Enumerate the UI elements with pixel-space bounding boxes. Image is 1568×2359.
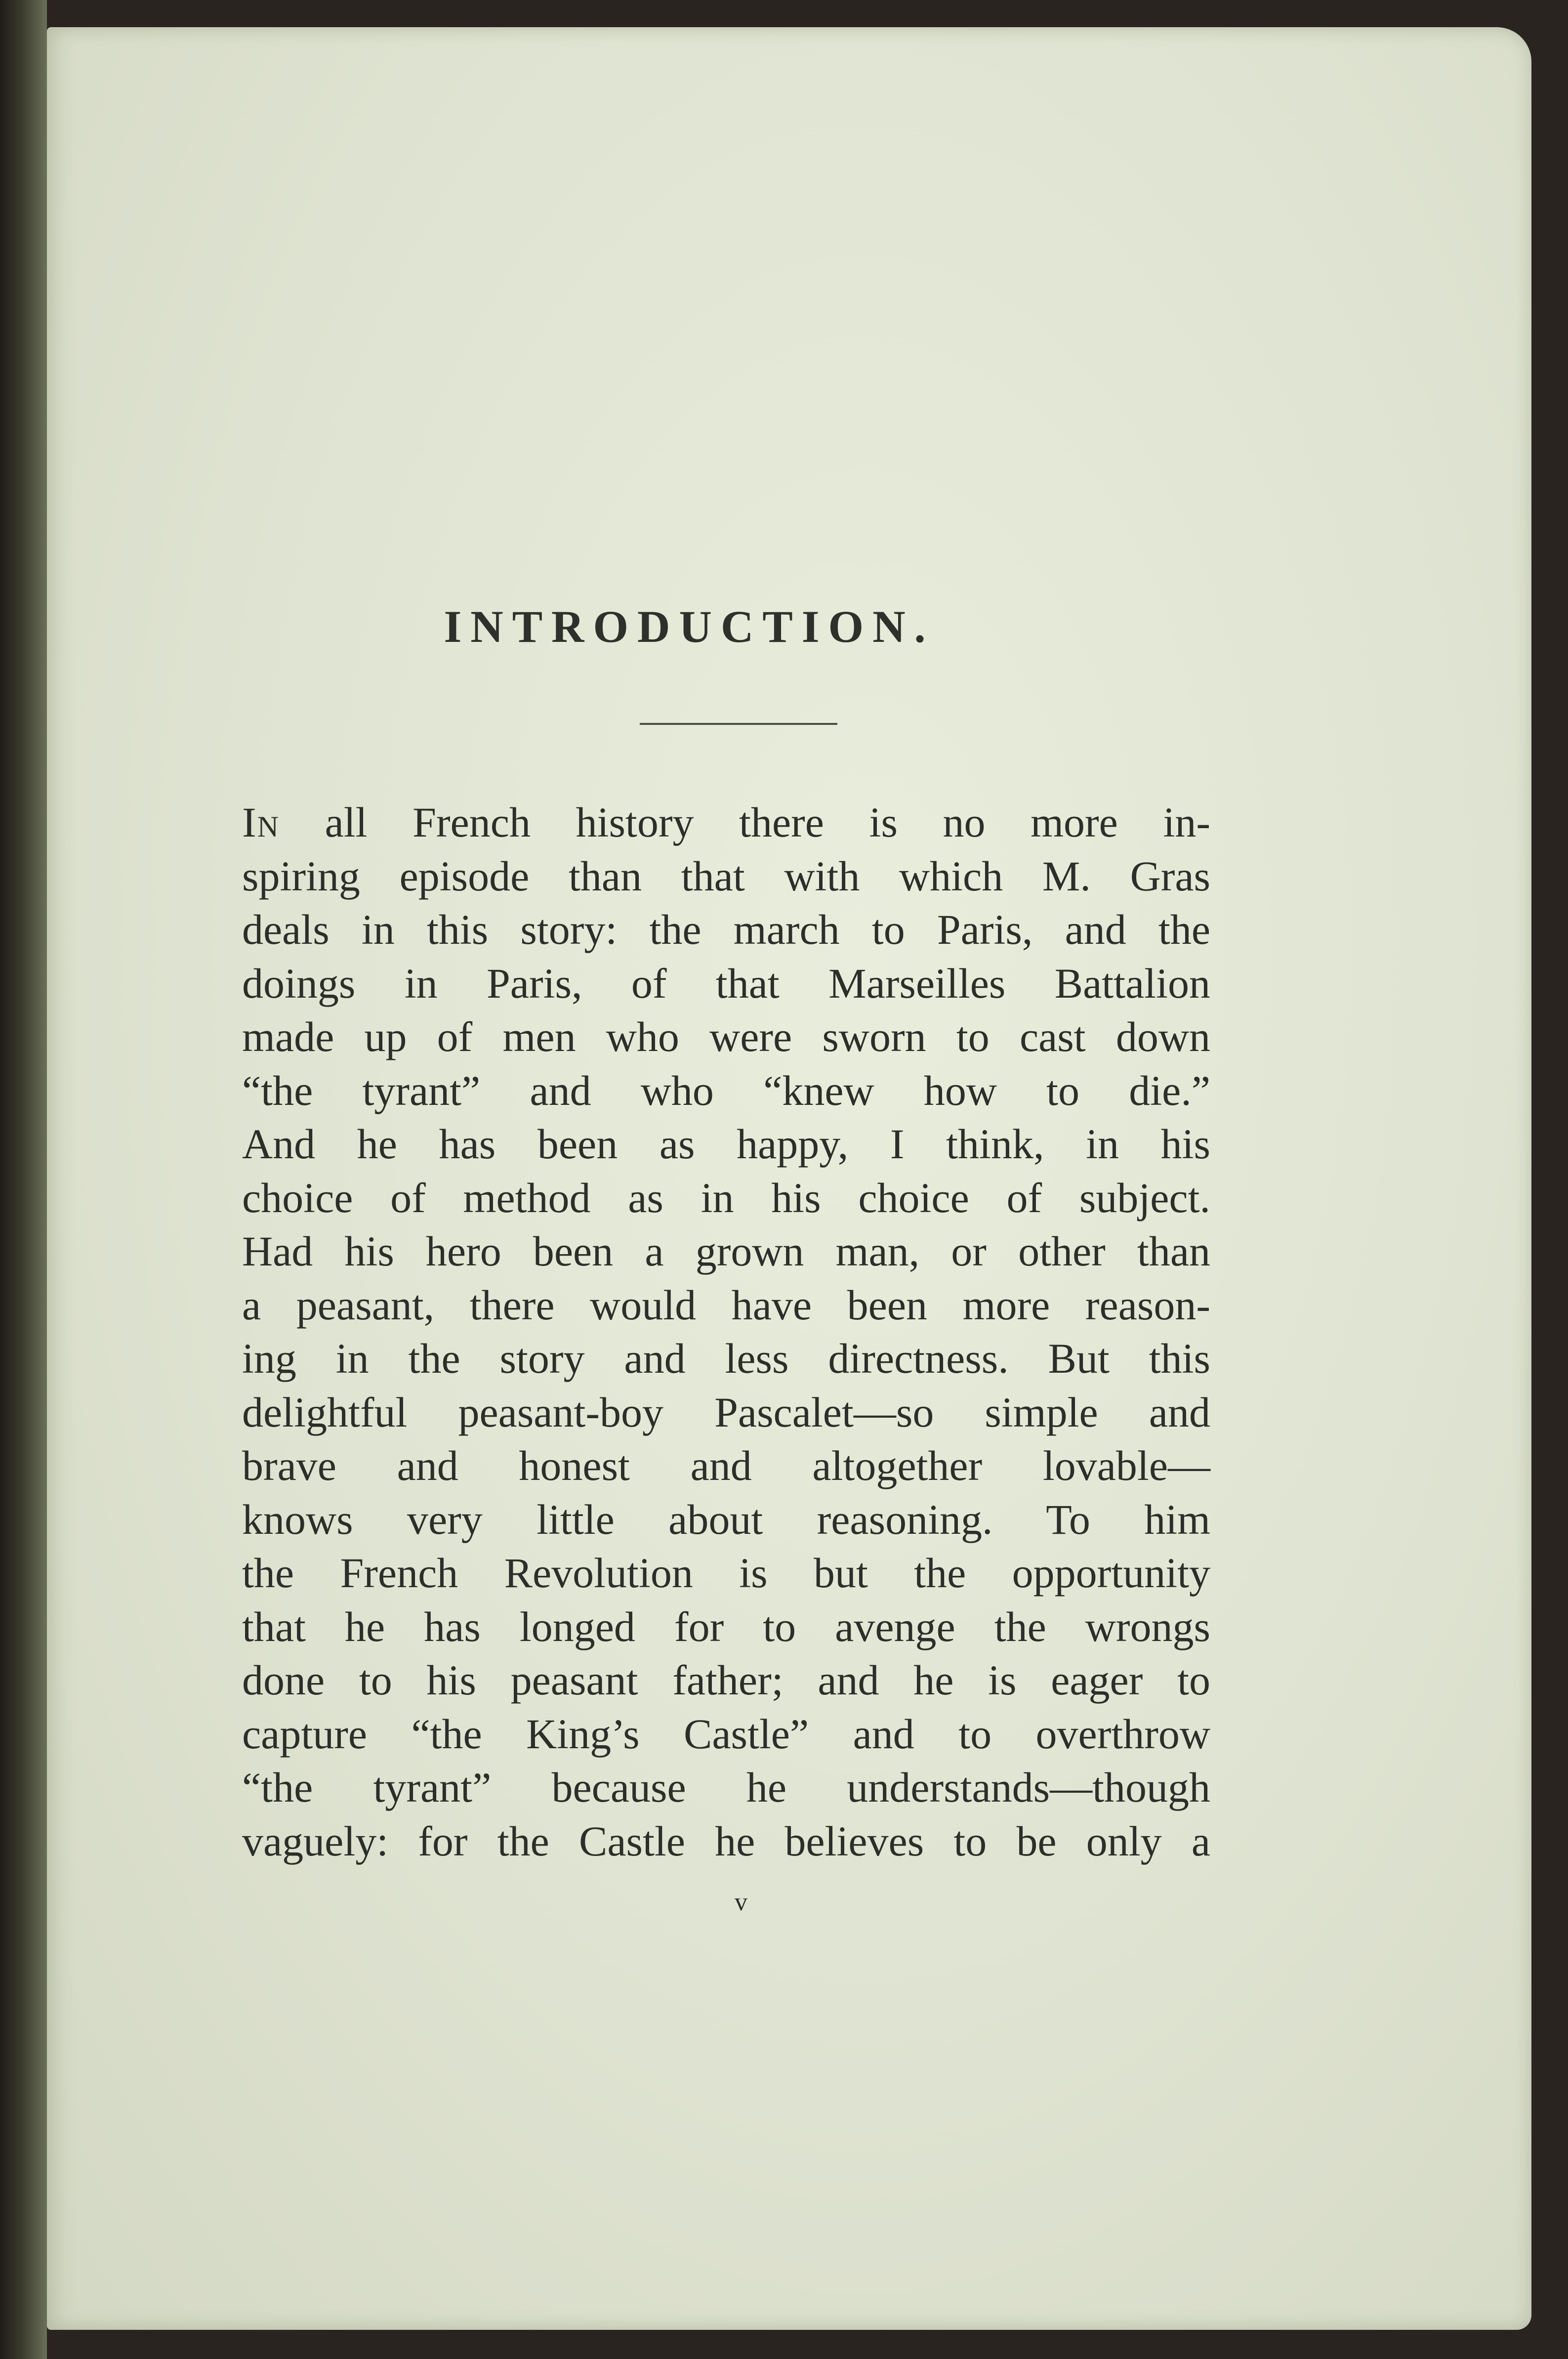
text-line: And he has been as happy, I think, in his xyxy=(242,1120,1210,1168)
opening-word: In xyxy=(242,799,280,846)
text-line: that he has longed for to avenge the wrongs xyxy=(242,1602,1210,1650)
text-line: ing in the story and less directness. But this xyxy=(242,1335,1210,1382)
text-line: Had his hero been a grown man, or other than xyxy=(242,1227,1210,1275)
text-line: vaguely: for the Castle he believes to be only a xyxy=(242,1817,1210,1865)
text-line: a peasant, there would have been more reason- xyxy=(242,1281,1210,1329)
text-line: capture “the King’s Castle” and to overthrow xyxy=(242,1710,1210,1758)
text-line: “the tyrant” and who “knew how to die.” xyxy=(242,1066,1210,1114)
text-line: “the tyrant” because he understands—though xyxy=(242,1764,1210,1811)
text-line: choice of method as in his choice of subject. xyxy=(242,1174,1210,1222)
text-line: spiring episode than that with which M. Gras xyxy=(242,852,1210,900)
body-paragraph xyxy=(242,796,1210,1868)
text-line: brave and honest and altogether lovable— xyxy=(242,1442,1210,1489)
book-binding-edge xyxy=(0,0,47,2359)
text-line: deals in this story: the march to Paris, and the xyxy=(242,906,1210,953)
text-line: In all French history there is no more in- xyxy=(242,799,1210,846)
text-line: delightful peasant-boy Pascalet—so simple and xyxy=(242,1388,1210,1436)
text-line: the French Revolution is but the opportunity xyxy=(242,1549,1210,1597)
heading-rule xyxy=(640,723,837,725)
page-number: v xyxy=(735,1888,747,1916)
text-line: knows very little about reasoning. To him xyxy=(242,1495,1210,1543)
chapter-heading: INTRODUCTION. xyxy=(444,601,935,652)
text-line: made up of men who were sworn to cast down xyxy=(242,1013,1210,1060)
book-page xyxy=(47,27,1531,2330)
text-line: done to his peasant father; and he is eager to xyxy=(242,1656,1210,1704)
text-line: doings in Paris, of that Marseilles Battalion xyxy=(242,959,1210,1007)
